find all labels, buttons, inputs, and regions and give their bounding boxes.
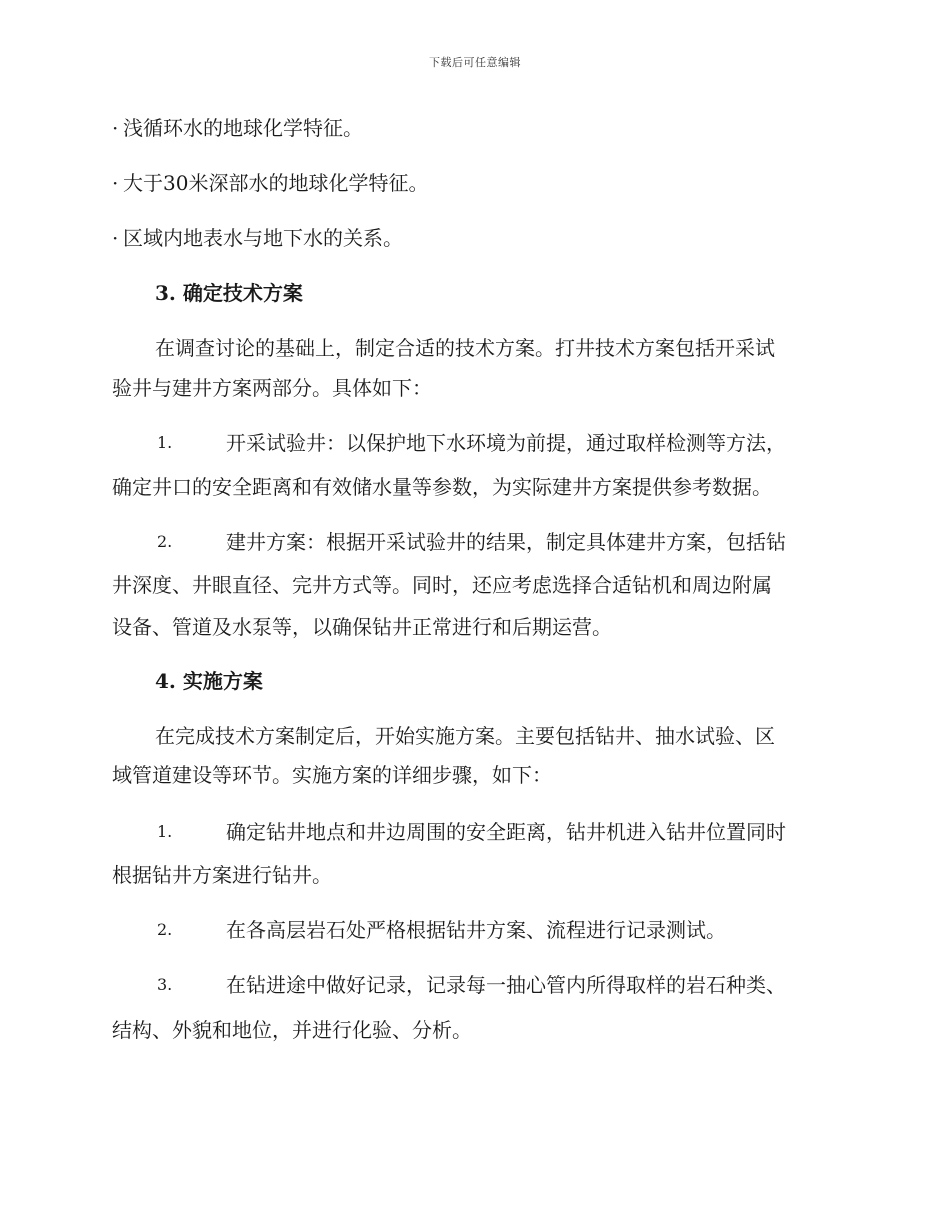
list-item-line: 建井方案：根据开采试验井的结果，制定具体建井方案，包括钻 <box>226 530 786 554</box>
paragraph-line: 在完成技术方案制定后，开始实施方案。主要包括钻井、抽水试验、区 <box>155 724 775 748</box>
bullet-text: 区域内地表水与地下水的关系。 <box>123 226 403 250</box>
list-number: 1. <box>157 822 173 841</box>
list-item-line: 结构、外貌和地位，并进行化验、分析。 <box>112 1018 472 1042</box>
paragraph-line: 验井与建井方案两部分。具体如下： <box>112 376 432 400</box>
bullet-text: 大于30米深部水的地球化学特征。 <box>123 171 429 195</box>
section-heading: 4. 实施方案 <box>155 669 263 693</box>
list-item-line: 根据钻井方案进行钻井。 <box>112 863 332 887</box>
list-number: 3. <box>157 975 173 994</box>
bullet-mark: · <box>112 226 119 250</box>
list-item-line: 设备、管道及水泵等，以确保钻井正常进行和后期运营。 <box>112 615 612 639</box>
list-item-line: 开采试验井：以保护地下水环境为前提，通过取样检测等方法， <box>226 431 786 455</box>
bullet-mark: · <box>112 116 119 140</box>
bullet-text: 浅循环水的地球化学特征。 <box>123 116 363 140</box>
bullet-mark: · <box>112 171 119 195</box>
bullet-item <box>112 224 832 252</box>
page-header: 下载后可任意编辑 <box>429 56 521 69</box>
list-item-line: 确定钻井地点和井边周围的安全距离，钻井机进入钻井位置同时 <box>226 820 786 844</box>
bullet-item <box>112 114 832 142</box>
list-item-line: 在各高层岩石处严格根据钻井方案、流程进行记录测试。 <box>226 918 726 942</box>
list-item-line: 确定井口的安全距离和有效储水量等参数，为实际建井方案提供参考数据。 <box>112 475 772 499</box>
paragraph-line: 域管道建设等环节。实施方案的详细步骤，如下： <box>112 763 552 787</box>
list-number: 2. <box>157 920 173 939</box>
list-item-line: 井深度、井眼直径、完井方式等。同时，还应考虑选择合适钻机和周边附属 <box>112 573 772 597</box>
paragraph-line: 在调查讨论的基础上，制定合适的技术方案。打井技术方案包括开采试 <box>155 336 775 360</box>
list-number: 1. <box>157 433 173 452</box>
section-heading: 3. 确定技术方案 <box>155 281 303 305</box>
list-item-line: 在钻进途中做好记录，记录每一抽心管内所得取样的岩石种类、 <box>226 973 786 997</box>
bullet-item <box>112 169 832 197</box>
list-number: 2. <box>157 532 173 551</box>
